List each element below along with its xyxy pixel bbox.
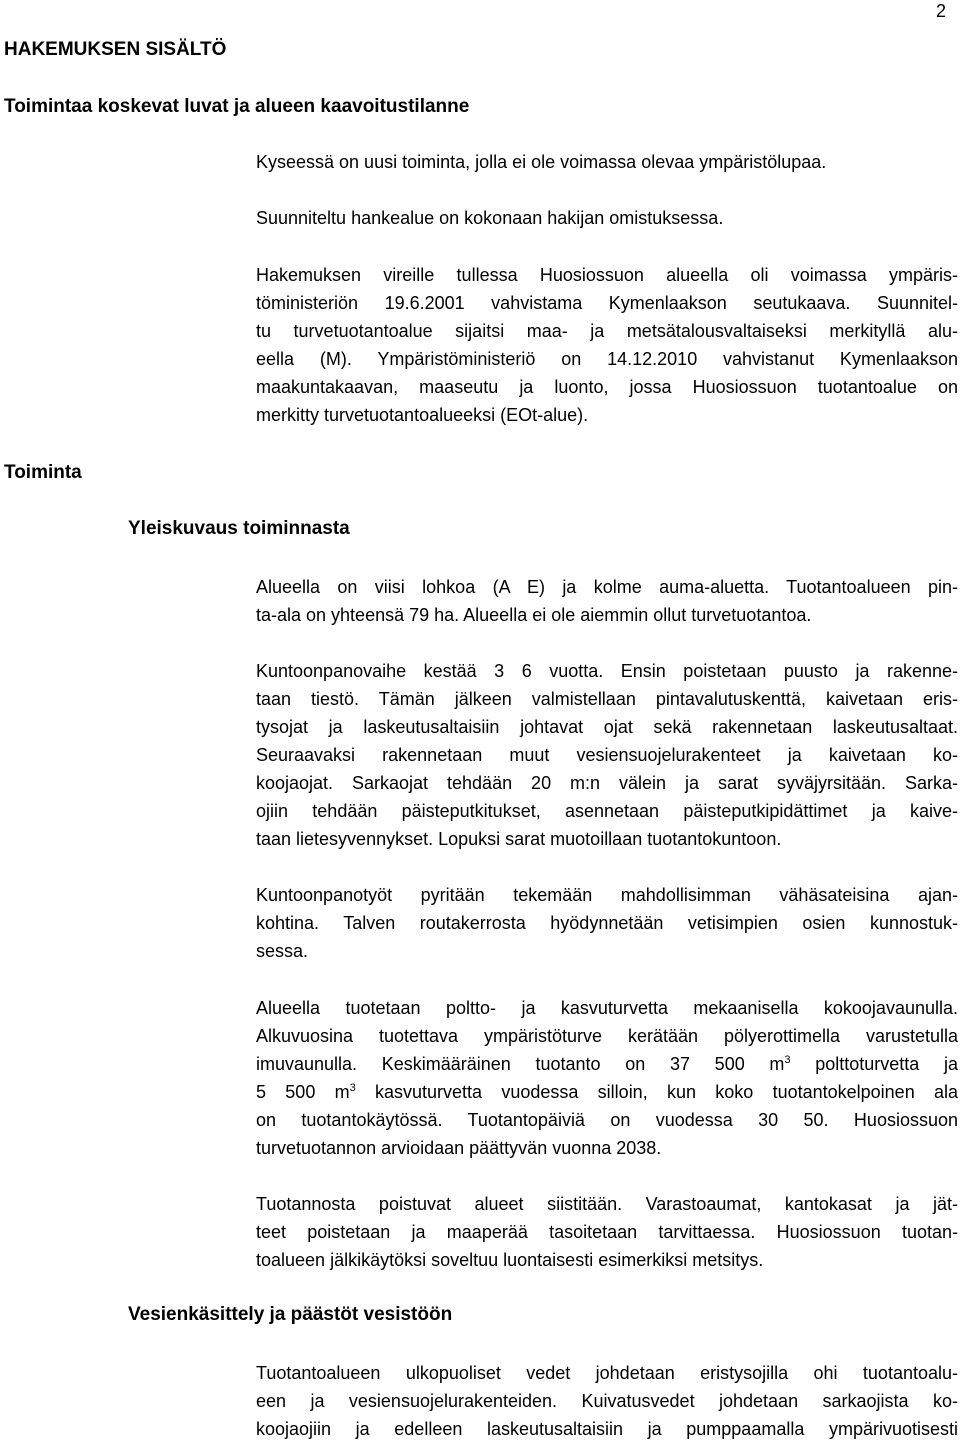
text-line: Seuraavaksi rakennetaan muut vesiensuojelurakenteet ja kaivetaan ko- — [256, 745, 958, 765]
text-line — [256, 1050, 958, 1078]
text-line: merkitty turvetuotantoalueeksi (EOt-alue). — [256, 405, 589, 425]
text-segment: polttoturvetta ja — [790, 1054, 958, 1074]
section-heading-permits: Toimintaa koskevat luvat ja alueen kaavoitustilanne — [4, 96, 470, 117]
paragraph-zoning — [256, 261, 958, 429]
text-line: koojaojiin ja edelleen laskeutusaltaisiin ja pumppaamalla ympärivuotisesti — [256, 1419, 958, 1439]
superscript: 3 — [784, 1054, 791, 1066]
section-heading-operation: Toiminta — [4, 462, 82, 483]
paragraph-permit-status — [256, 148, 958, 176]
text-line — [256, 1078, 958, 1106]
text-line: teet poistetaan ja maaperää tasoitetaan tarvittaessa. Huosiossuon tuotan- — [256, 1222, 958, 1242]
page-number: 2 — [935, 1, 946, 21]
paragraph-construction-timing — [256, 881, 958, 965]
subsection-heading-water: Vesienkäsittely ja päästöt vesistöön — [128, 1304, 453, 1325]
text-line: töministeriön 19.6.2001 vahvistama Kymenlaakson seutukaava. Suunnitel- — [256, 293, 958, 313]
text-line: maakuntakaavan, maaseutu ja luonto, jossa Huosiossuon tuotantoalue on — [256, 377, 958, 397]
text-line: ta-ala on yhteensä 79 ha. Alueella ei ole aiemmin ollut turvetuotantoa. — [256, 605, 812, 625]
text-line: Alkuvuosina tuotettava ympäristöturve kerätään pölyerottimella varustetulla — [256, 1026, 958, 1046]
text-segment: imuvaunulla. Keskimääräinen tuotanto on 37 500 m — [256, 1054, 785, 1074]
text-line: turvetuotannon arvioidaan päättyvän vuonna 2038. — [256, 1138, 662, 1158]
paragraph-ownership — [256, 204, 958, 232]
paragraph-production — [256, 994, 958, 1162]
text-line: Alueella on viisi lohkoa (A E) ja kolme auma-aluetta. Tuotantoalueen pin- — [256, 577, 958, 597]
text-line: kohtina. Talven routakerrosta hyödynnetään vetisimpien osien kunnostuk- — [256, 913, 958, 933]
document-title: HAKEMUKSEN SISÄLTÖ — [4, 39, 227, 60]
paragraph-construction-phase — [256, 657, 958, 853]
text-line: koojaojat. Sarkaojat tehdään 20 m:n välein ja sarat syväjyrsitään. Sarka- — [256, 773, 958, 793]
text-line: een ja vesiensuojelurakenteiden. Kuivatusvedet johdetaan sarkaojista ko- — [256, 1391, 958, 1411]
text-line: Kyseessä on uusi toiminta, jolla ei ole voimassa olevaa ympäristölupaa. — [256, 152, 827, 172]
superscript: 3 — [349, 1082, 356, 1094]
text-line: ojiin tehdään päisteputkitukset, asennetaan päisteputkipidättimet ja kaive- — [256, 801, 958, 821]
paragraph-area-blocks — [256, 573, 958, 629]
text-line: taan tiestö. Tämän jälkeen valmistellaan pintavalutuskenttä, kaivetaan eris- — [256, 689, 958, 709]
text-line: eella (M). Ympäristöministeriö on 14.12.2010 vahvistanut Kymenlaakson — [256, 349, 958, 369]
text-line: on tuotantokäytössä. Tuotantopäiviä on vuodessa 30 50. Huosiossuon — [256, 1110, 958, 1130]
text-segment: kasvuturvetta vuodessa silloin, kun koko tuotantokelpoinen ala — [355, 1082, 959, 1102]
text-line: Suunniteltu hankealue on kokonaan hakijan omistuksessa. — [256, 208, 724, 228]
text-line: toalueen jälkikäytöksi soveltuu luontaisesti esimerkiksi metsitys. — [256, 1250, 764, 1270]
text-line: Kuntoonpanovaihe kestää 3 6 vuotta. Ensin poistetaan puusto ja rakenne- — [256, 661, 958, 681]
text-line: tysojat ja laskeutusaltaisiin johtavat ojat sekä rakennetaan laskeutusaltaat. — [256, 717, 958, 737]
subsection-heading-overview: Yleiskuvaus toiminnasta — [128, 518, 350, 539]
text-segment: 5 500 m — [256, 1082, 350, 1102]
text-line: Alueella tuotetaan poltto- ja kasvuturvetta mekaanisella kokoojavaunulla. — [256, 998, 958, 1018]
paragraph-water-treatment — [256, 1359, 958, 1443]
text-line: Tuotantoalueen ulkopuoliset vedet johdetaan eristysojilla ohi tuotantoalu- — [256, 1363, 958, 1383]
text-line: Tuotannosta poistuvat alueet siistitään. Varastoaumat, kantokasat ja jät- — [256, 1194, 958, 1214]
text-line: tu turvetuotantoalue sijaitsi maa- ja metsätalousvaltaiseksi merkityllä alu- — [256, 321, 958, 341]
text-line: taan lietesyvennykset. Lopuksi sarat muotoillaan tuotantokuntoon. — [256, 829, 782, 849]
text-line: Kuntoonpanotyöt pyritään tekemään mahdollisimman vähäsateisina ajan- — [256, 885, 958, 905]
paragraph-aftercare — [256, 1190, 958, 1274]
text-line: sessa. — [256, 941, 309, 961]
text-line: Hakemuksen vireille tullessa Huosiossuon alueella oli voimassa ympäris- — [256, 265, 958, 285]
